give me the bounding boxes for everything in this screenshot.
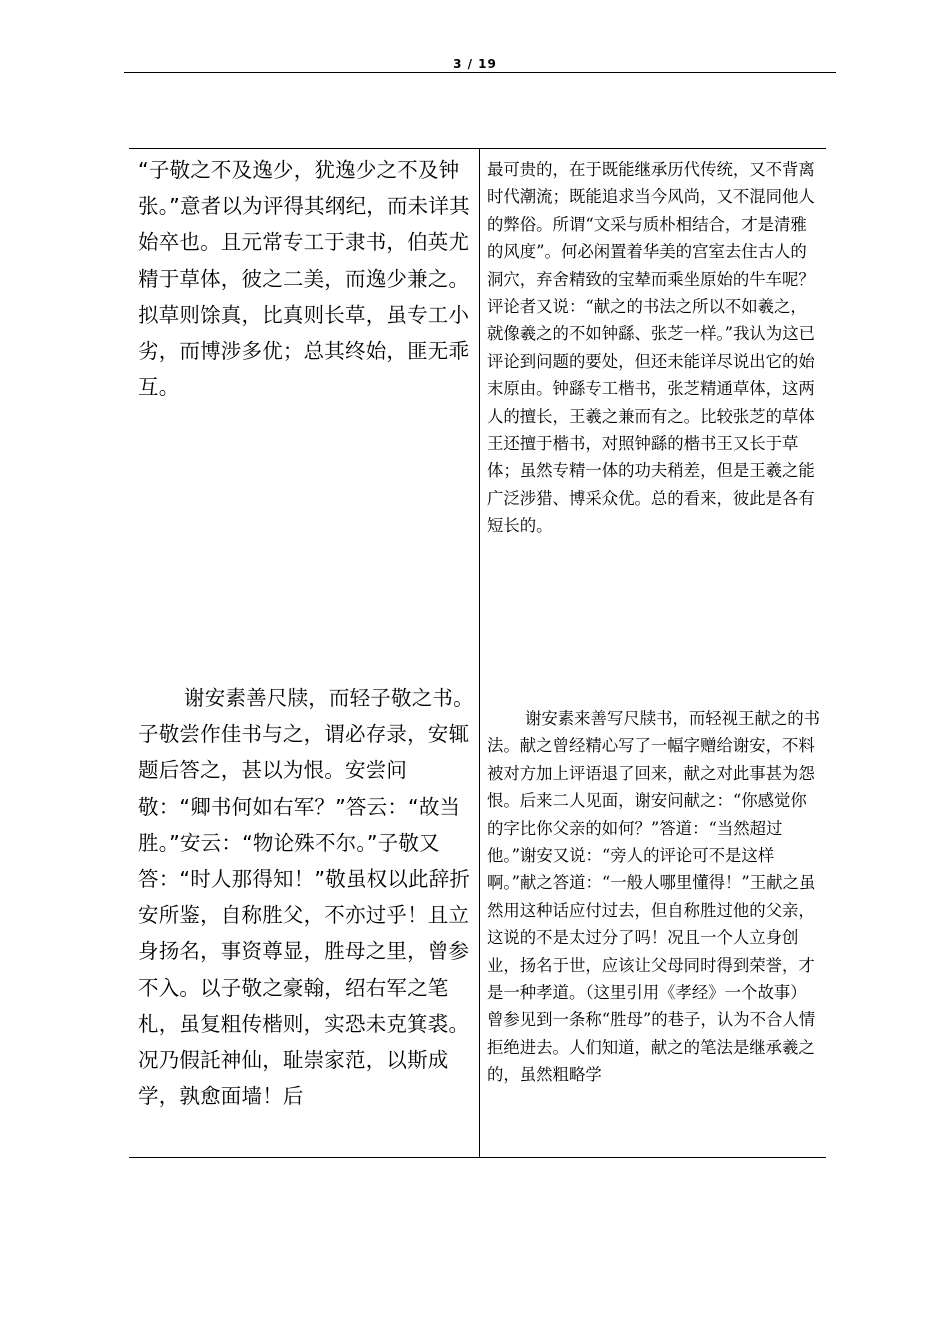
original-text-paragraph-2: 谢安素善尺牍，而轻子敬之书。子敬尝作佳书与之，谓必存录，安辄题后答之，甚以为恨。安尝问敬：“卿书何如右军？”答云：“故当胜。”安云：“物论殊不尔。”子敬又答：“时人那得知！”敬虽权以此辞折安所鉴，自称胜父，不亦过乎！且立身扬名，事资尊显，胜母之里，曾参不入。以子敬之豪翰，绍右军之笔札，虽复粗传楷则，实恐未克箕裘。况乃假託神仙，耻崇家范，以斯成学，孰愈面墙！后 [138, 686, 474, 1109]
page-number: 3 / 19 [453, 57, 497, 71]
translation-paragraph-2: 谢安素来善写尺牍书，而轻视王献之的书法。献之曾经精心写了一幅字赠给谢安，不料被对方加上评语退了回来，献之对此事甚为怨恨。后来二人见面，谢安问献之：“你感觉你的字比你父亲的如何？”答道：“当然超过他。”谢安又说：“旁人的评论可不是这样啊。”献之答道：“一般人哪里懂得！”王献之虽然用这种话应付过去，但自称胜过他的父亲，这说的不是太过分了吗！况且一个人立身创业，扬名于世，应该让父母同时得到荣誉，才是一种孝道。（这里引用《孝经》一个故事）曾参见到一条称“胜母”的巷子，认为不合人情拒绝进去。人们知道，献之的笔法是继承羲之的，虽然粗略学 [487, 709, 821, 1085]
header-rule [124, 72, 836, 73]
table-column-divider [479, 148, 480, 1158]
translation-paragraph-1: 最可贵的，在于既能继承历代传统，又不背离时代潮流；既能追求当今风尚，又不混同他人的弊俗。所谓“文采与质朴相结合，才是清雅的风度”。何必闲置着华美的宫室去住古人的洞穴，弃舍精致的宝辇而乘坐原始的牛车呢？评论者又说：“献之的书法之所以不如羲之，就像羲之的不如钟繇、张芝一样。”我认为这已评论到问题的要处，但还未能详尽说出它的始末原由。钟繇专工楷书，张芝精通草体，这两人的擅长，王羲之兼而有之。比较张芝的草体王还擅于楷书，对照钟繇的楷书王又长于草体；虽然专精一体的功夫稍差，但是王羲之能广泛涉猎、博采众优。总的看来，彼此是各有短长的。 [487, 160, 815, 536]
table-bottom-border [129, 1157, 826, 1158]
table-top-border [129, 148, 826, 149]
original-text-paragraph-1: “子敬之不及逸少，犹逸少之不及钟张。”意者以为评得其纲纪，而未详其始卒也。且元常专工于隶书，伯英尤精于草体，彼之二美，而逸少兼之。拟草则馀真，比真则长草，虽专工小劣，而博涉多优；总其终始，匪无乖互。 [138, 158, 470, 400]
